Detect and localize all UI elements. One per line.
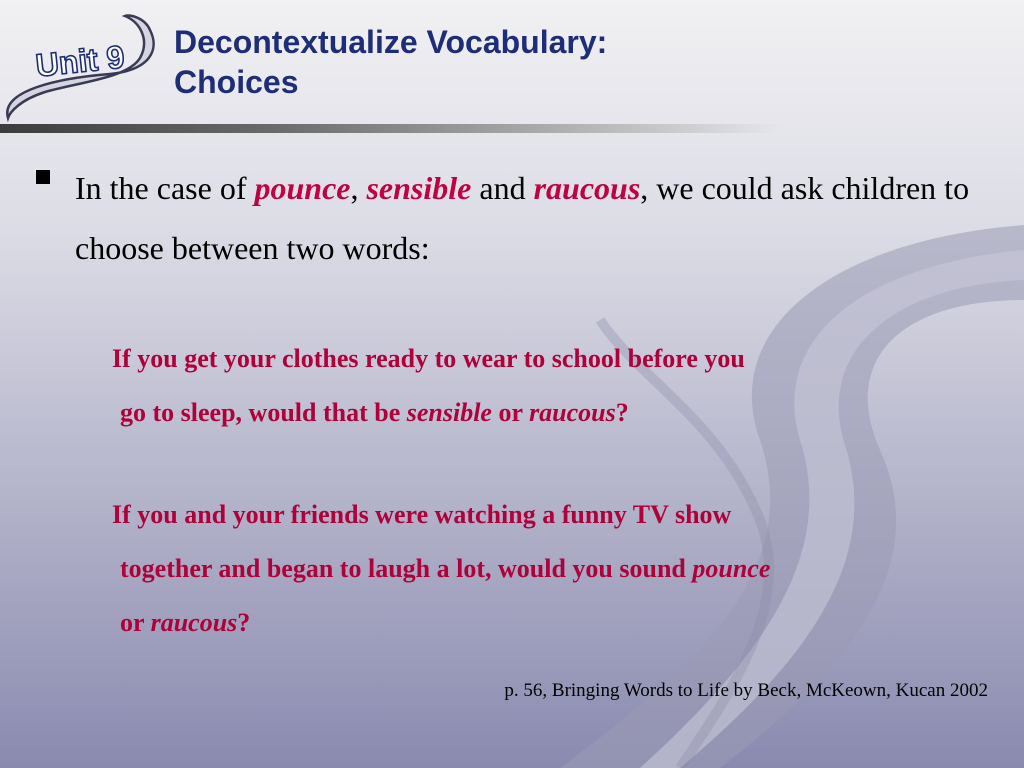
slide-title-line1: Decontextualize Vocabulary:	[174, 24, 608, 60]
unit-badge-label: Unit 9	[34, 38, 127, 84]
question-2-option-a: pounce	[692, 554, 771, 583]
bullet-tail: , we could ask children to choose between two words:	[75, 170, 970, 266]
square-bullet-icon	[36, 170, 50, 184]
bullet-paragraph	[75, 158, 975, 278]
keyword-pounce: pounce	[254, 170, 351, 206]
question-1-line1: If you get your clothes ready to wear to school before you	[112, 344, 745, 373]
question-2-prefix: together and began to laugh a lot, would you sound	[120, 554, 686, 583]
bullet-mid: and	[479, 170, 526, 206]
question-2-line1: If you and your friends were watching a funny TV show	[112, 500, 732, 529]
question-1	[112, 332, 992, 440]
source-citation: p. 56, Bringing Words to Life by Beck, McKeown, Kucan 2002	[504, 680, 988, 701]
slide-title	[174, 22, 607, 102]
question-1-end: ?	[615, 398, 629, 427]
question-2-end: ?	[237, 608, 251, 637]
bullet-separator: ,	[350, 170, 359, 206]
unit-badge	[0, 0, 180, 130]
question-1-connector: or	[498, 398, 523, 427]
question-2-line2	[112, 542, 992, 596]
keyword-raucous: raucous	[533, 170, 641, 206]
question-1-option-b: raucous	[529, 398, 616, 427]
question-2-connector: or	[120, 608, 145, 637]
question-2-option-b: raucous	[150, 608, 238, 637]
keyword-sensible: sensible	[366, 170, 472, 206]
question-2-line3	[112, 596, 992, 650]
question-1-prefix: go to sleep, would that be	[120, 398, 401, 427]
question-1-line2	[112, 386, 992, 440]
bullet-lead: In the case of	[75, 170, 247, 206]
slide-title-line2: Choices	[174, 64, 299, 100]
title-divider	[0, 124, 780, 133]
question-1-option-a: sensible	[406, 398, 492, 427]
question-2	[112, 488, 992, 650]
